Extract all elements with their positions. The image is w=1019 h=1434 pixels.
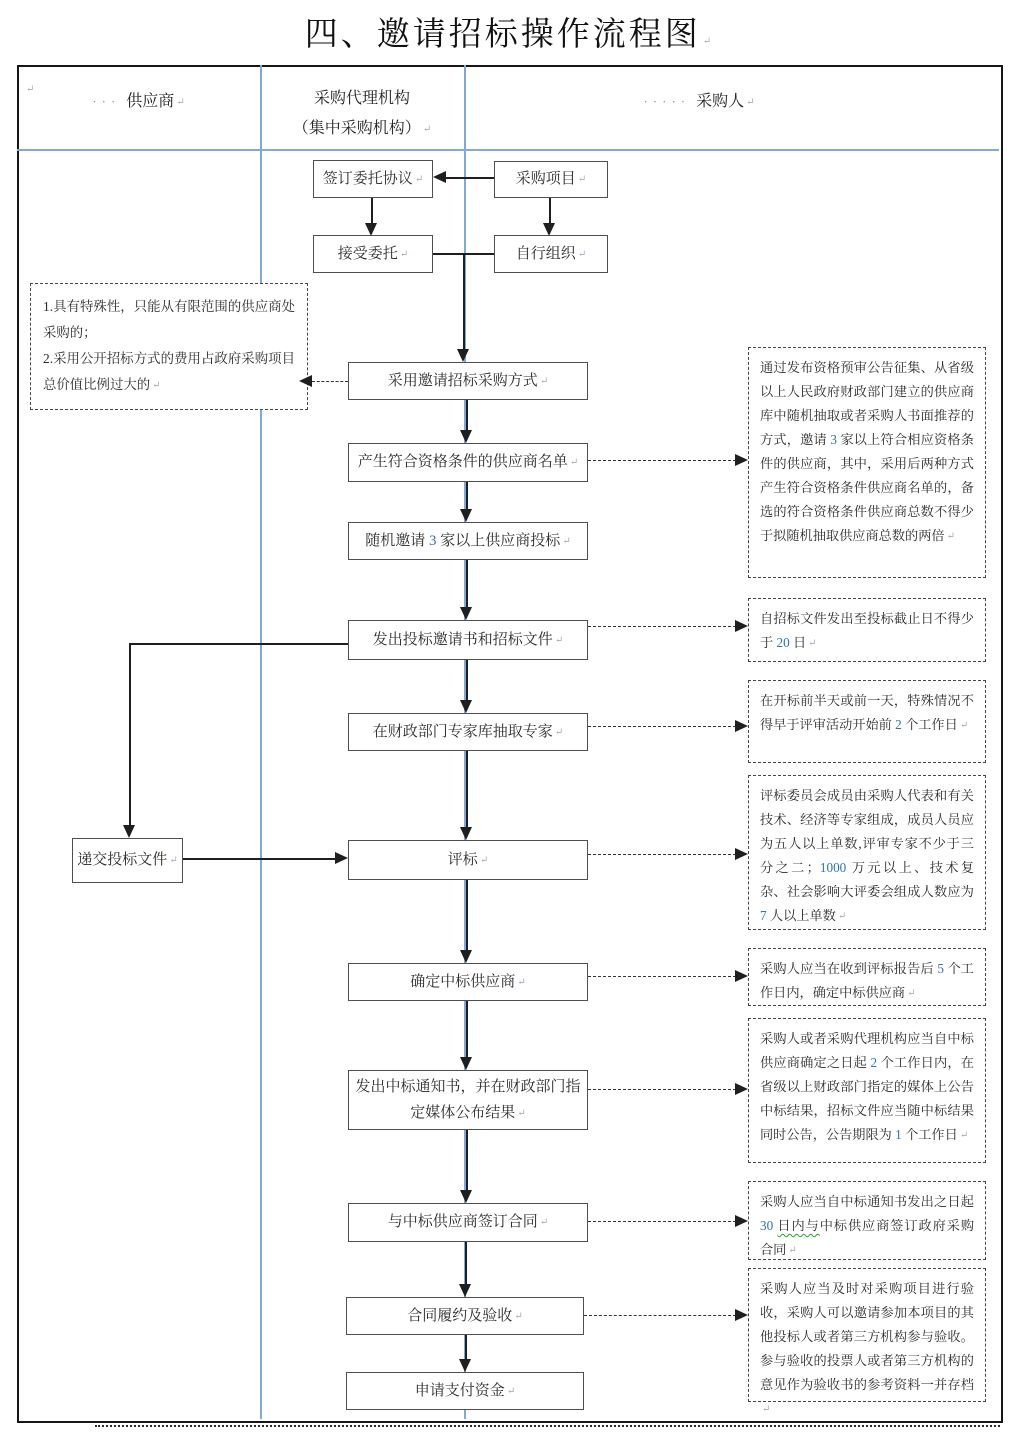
arrow-down-icon [365,223,377,236]
dashed-arrow-announce-note [588,1089,736,1090]
arrow-down-icon [543,223,555,236]
flow-box-sign-agreement: 签订委托协议 ↵ [313,160,433,198]
arrow-notice-to-contract [466,1130,468,1191]
arrow-right-icon [735,720,748,732]
note-line1: 1.具有特殊性，只能从有限范围的供应商处采购的； [43,299,295,340]
flow-box-invite-suppliers: 随机邀请 3 家以上供应商投标 ↵ [348,522,588,560]
flow-box-supplier-list: 产生符合资格条件的供应商名单 ↵ [348,443,588,482]
dashed-arrow-committee-note [588,854,736,855]
arrow-down-icon [460,607,472,620]
flow-box-invitation-method: 采用邀请招标采购方式 ↵ [348,362,588,400]
arrow-down-icon [460,950,472,963]
arrow-project-to-self [549,198,551,224]
arrow-right-icon [735,1309,748,1321]
arrow-winner-to-notice [466,1001,468,1058]
arrow-left-icon [433,171,446,183]
arrow-to-submit-bid [129,643,131,826]
dashed-arrow-to-left-note [312,381,348,382]
note-box-announce-result: 采购人或者采购代理机构应当自中标供应商确定之日起 2 个工作日内，在省级以上财政部门指定的媒体上公告中标结果，招标文件应当随中标结果同时公告，公告期限为 1 个工作日 ↵ [748,1018,986,1163]
arrow-acceptance-to-payment [465,1335,467,1360]
arrow-down-icon [459,1284,471,1297]
arrow-right-icon [735,454,748,466]
arrow-contract-to-acceptance [465,1242,467,1285]
arrow-list-to-invite [466,482,468,510]
arrow-sign-to-accept [371,198,373,224]
flow-box-determine-winner: 确定中标供应商 ↵ [348,963,588,1001]
flow-box-issue-notice: 发出中标通知书，并在财政部门指定媒体公布结果 ↵ [348,1070,588,1130]
header-divider-line [17,149,999,151]
arrow-down-icon [460,827,472,840]
arrow-submit-to-evaluate [183,858,336,860]
dashed-arrow-acceptance-note [584,1315,736,1316]
dashed-arrow-list-note [588,460,736,461]
arrow-right-icon [735,848,748,860]
arrow-method-to-list [466,400,468,431]
arrow-right-icon [735,620,748,632]
arrow-down-icon [460,700,472,713]
column-header-purchaser: ····· 采购人 ↵ [464,88,934,111]
arrow-down-icon [460,430,472,443]
dashed-arrow-contract-note [588,1221,736,1222]
column-header-supplier: ··· 供应商 ↵ [17,88,260,111]
arrow-to-invitation-method [463,253,465,350]
arrow-experts-to-evaluate [466,751,468,828]
flow-box-request-payment: 申请支付资金 ↵ [346,1372,584,1410]
line-issue-to-left [130,643,348,645]
dashed-arrow-deadline-note [588,626,736,627]
agency-line1: 采购代理机构 [313,90,410,107]
flow-box-extract-experts: 在财政部门专家库抽取专家 ↵ [348,713,588,751]
arrow-project-to-sign [445,177,494,179]
note-box-expert-2-days: 在开标前半天或前一天，特殊情况不得早于评审活动开始前 2 个工作日 ↵ [748,680,986,763]
arrow-down-icon [457,349,469,362]
dashed-arrow-winner-note [588,976,736,977]
note-box-evaluation-committee: 评标委员会成员由采购人代表和有关技术、经济等专家组成，成员人员应为五人以上单数,评审专家不少于三分之二；1000 万元以上、技术复杂、社会影响大评委会组成人数应为 7 人以上单数 ↵ [748,775,986,930]
arrow-right-icon [735,1083,748,1095]
note-box-special-cases [30,283,308,410]
paragraph-mark: ↵ [26,84,35,95]
note-line2: 2.采用公开招标方式的费用占政府采购项目总价值比例过大的 ↵ [43,346,295,399]
arrow-down-icon [460,1190,472,1203]
flow-box-procurement-project: 采购项目 ↵ [494,161,608,198]
arrow-down-icon [123,825,135,838]
arrow-left-icon [299,375,312,387]
note-box-winner-5-days: 采购人应当在收到评标报告后 5 个工作日内，确定中标供应商 ↵ [748,948,986,1006]
column-header-agency [260,84,464,145]
dots-mark: ··· [92,94,121,109]
bottom-dotted-line [95,1425,1000,1427]
arrow-right-icon [735,1215,748,1227]
flow-box-sign-contract: 与中标供应商签订合同 ↵ [348,1203,588,1242]
note-box-contract-30-days: 采购人应当自中标通知书发出之日起 30 日内与中标供应商签订政府采购合同 ↵ [748,1181,986,1260]
flow-box-accept-entrustment: 接受委托 ↵ [313,235,433,273]
page-title: 四、邀请招标操作流程图 ↵ [0,8,1019,55]
flow-box-contract-acceptance: 合同履约及验收 ↵ [346,1297,584,1335]
flow-box-self-organize: 自行组织 ↵ [494,235,608,273]
flow-box-evaluate: 评标 ↵ [348,840,588,880]
arrow-right-icon [335,852,348,864]
note-box-prequalification: 通过发布资格预审公告征集、从省级以上人民政府财政部门建立的供应商库中随机抽取或者采购人书面推荐的方式，邀请 3 家以上符合相应资格条件的供应商，其中，采用后两种方式产生符合资格条件供应商名单的，备选的符合资格条件供应商总数不得少于拟随机抽取供应商总数的两倍 ↵ [748,347,986,578]
arrow-invite-to-issue [466,560,468,608]
arrow-down-icon [460,509,472,522]
note-box-acceptance: 采购人应当及时对采购项目进行验收，采购人可以邀请参加本项目的其他投标人或者第三方机构参与验收。参与验收的投票人或者第三方机构的意见作为验收书的参考资料一并存档 ↵ [748,1268,986,1402]
arrow-down-icon [460,1057,472,1070]
dashed-arrow-expert-note [588,726,736,727]
flow-box-submit-bid: 递交投标文件 ↵ [72,838,183,883]
agency-line2: （集中采购机构） ↵ [260,114,464,145]
arrow-right-icon [735,970,748,982]
dots-mark: ····· [643,94,691,109]
arrow-evaluate-to-winner [466,880,468,951]
note-box-deadline-20-days: 自招标文件发出至投标截止日不得少于 20 日 ↵ [748,598,986,662]
arrow-issue-to-experts [466,660,468,701]
column-divider-left [260,65,262,1419]
flow-box-issue-invitation: 发出投标邀请书和招标文件 ↵ [348,620,588,660]
arrow-down-icon [459,1359,471,1372]
